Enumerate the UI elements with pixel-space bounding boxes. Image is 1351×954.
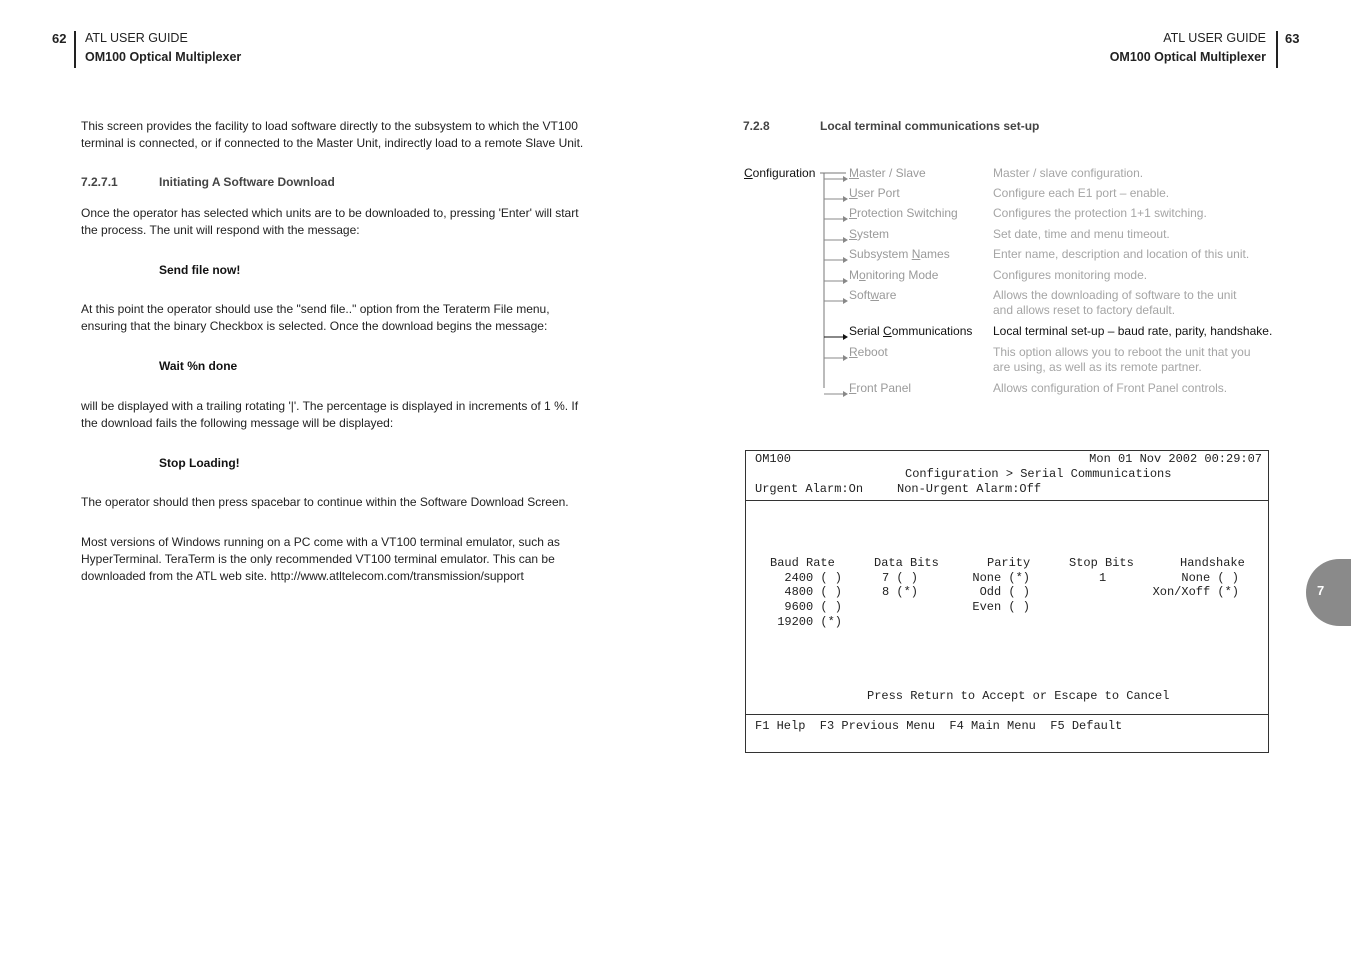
menu-item-description [993,324,1272,339]
handshake-option[interactable]: None ( ) [1181,571,1239,585]
menu-item-label: ystem [857,227,890,241]
right-page-number: 63 [1285,31,1300,46]
right-product-title: OM100 Optical Multiplexer [1109,50,1266,64]
baud-option[interactable]: 9600 ( ) [784,600,842,614]
menu-tree-item[interactable] [849,288,896,302]
handshake-header: Handshake [1180,556,1245,570]
section-number: 7.2.7.1 [81,175,118,189]
terminal-divider-top [746,500,1268,501]
description-line: Allows the downloading of software to the unit [993,288,1237,302]
menu-item-accelerator: P [849,206,858,220]
description-line: Enter name, description and location of this unit. [993,247,1250,261]
paragraph-line: HyperTerminal. TeraTerm is the only recommended VT100 terminal emulator. This can be [81,552,555,566]
menu-item-description [993,381,1227,396]
menu-item-label: Serial [849,324,884,338]
menu-item-accelerator: U [849,186,858,200]
menu-item-description [993,206,1207,221]
arrow-right-icon [843,391,848,397]
menu-tree-item[interactable] [849,324,972,338]
parity-option[interactable]: Odd ( ) [979,585,1030,599]
intro-line: This screen provides the facility to load software directly to the subsystem to which the VT100 [81,119,578,133]
data-bits-header: Data Bits [874,556,939,570]
terminal-divider-bottom [746,714,1268,715]
menu-tree-item[interactable] [849,381,911,395]
arrow-right-icon [843,334,848,340]
parity-option[interactable]: Even ( ) [972,600,1030,614]
paragraph-line: the download fails the following message will be displayed: [81,416,394,430]
baud-option[interactable]: 19200 (*) [777,615,842,629]
paragraph-line: the process. The unit will respond with the message: [81,223,360,237]
description-line: Configure each E1 port – enable. [993,186,1170,200]
arrow-right-icon [843,298,848,304]
menu-tree-item[interactable] [849,345,888,359]
right-header-rule [1276,31,1278,68]
menu-item-accelerator: C [883,324,892,338]
description-line: are using, as well as its remote partner. [993,360,1202,374]
terminal-screen [745,450,1269,753]
menu-item-description [993,268,1147,283]
menu-item-accelerator: w [870,288,880,302]
menu-root-label: onfiguration [752,166,816,180]
right-section-number: 7.2.8 [743,119,770,133]
handshake-option[interactable]: Xon/Xoff (*) [1152,585,1239,599]
left-guide-title: ATL USER GUIDE [85,31,188,45]
paragraph-4 [81,494,611,511]
description-line: and allows reset to factory default. [993,303,1176,317]
paragraph-3 [81,398,611,432]
data-bits-option[interactable]: 8 (*) [882,585,919,599]
menu-item-accelerator: F [849,381,857,395]
data-bits-option[interactable]: 7 ( ) [882,571,919,585]
menu-item-label: ser Port [857,186,900,200]
terminal-breadcrumb: Configuration > Serial Communications [905,467,1172,481]
intro-line: terminal is connected, or if connected to the Master Unit, indirectly load to a remote Slave Unit. [81,136,584,150]
menu-tree-item[interactable] [849,206,958,220]
menu-item-label: aster / Slave [859,166,926,180]
left-product-title: OM100 Optical Multiplexer [85,50,242,64]
menu-tree-item[interactable] [849,268,938,282]
description-line: Local terminal set-up – baud rate, parity, handshake. [993,324,1273,338]
left-page-number: 62 [52,31,67,46]
terminal-function-keys[interactable]: F1 Help F3 Previous Menu F4 Main Menu F5 Default [755,719,1123,733]
paragraph-line: Most versions of Windows running on a PC come with a VT100 terminal emulator, such as [81,535,560,549]
section-title: Initiating A Software Download [159,175,335,189]
stop-bits-option[interactable]: 1 [1099,571,1107,585]
paragraph-line: will be displayed with a trailing rotating '|'. The percentage is displayed in increments of 1 %. If [81,399,579,413]
parity-header: Parity [987,556,1031,570]
paragraph-line: ensuring that the binary Checkbox is selected. Once the download begins the message: [81,319,548,333]
paragraph-line: The operator should then press spacebar to continue within the Software Download Screen. [81,495,569,509]
menu-item-description [993,186,1169,201]
left-header-rule [74,31,76,68]
terminal-device: OM100 [755,452,792,466]
menu-tree-connectors [740,160,850,400]
arrow-right-icon [843,257,848,263]
menu-item-accelerator: N [911,247,921,261]
paragraph-line: At this point the operator should use the "send file.." option from the Teraterm File menu, [81,302,550,316]
menu-item-description [993,345,1251,375]
menu-item-accelerator: M [849,166,859,180]
description-line: Master / slave configuration. [993,166,1144,180]
baud-option[interactable]: 2400 ( ) [784,571,842,585]
arrow-right-icon [843,216,848,222]
menu-tree-item[interactable] [849,227,889,241]
arrow-right-icon [843,176,848,182]
menu-item-accelerator: R [849,345,858,359]
arrow-right-icon [843,196,848,202]
message-wait: Wait %n done [159,359,238,373]
message-stop-loading: Stop Loading! [159,456,240,470]
paragraph-2 [81,301,611,335]
arrow-right-icon [843,355,848,361]
description-line: Configures monitoring mode. [993,268,1148,282]
right-guide-title: ATL USER GUIDE [1163,31,1266,45]
menu-item-description [993,288,1236,318]
right-section-title: Local terminal communications set-up [820,119,1040,133]
menu-item-description [993,247,1249,262]
menu-item-label: ames [920,247,950,261]
paragraph-1 [81,205,611,239]
intro-paragraph [81,118,611,152]
paragraph-line: Once the operator has selected which units are to be downloaded to, pressing 'Enter' will start [81,206,579,220]
description-line: This option allows you to reboot the unit that you [993,345,1251,359]
menu-item-description [993,166,1143,181]
menu-tree-root [744,166,815,180]
baud-option[interactable]: 4800 ( ) [784,585,842,599]
paragraph-5 [81,534,611,585]
menu-item-label: ommunications [891,324,973,338]
paragraph-line: downloaded from the ATL web site. http://www.atltelecom.com/transmission/support [81,569,524,583]
menu-tree-item[interactable] [849,247,950,261]
chapter-tab-label: 7 [1317,583,1325,598]
menu-root-accelerator: C [744,166,753,180]
menu-item-label: eboot [857,345,888,359]
arrow-right-icon [843,278,848,284]
menu-item-label: Soft [849,288,871,302]
arrow-right-icon [843,237,848,243]
terminal-nonurgent-alarm: Non-Urgent Alarm:Off [897,482,1042,496]
menu-item-label: M [849,268,859,282]
menu-item-label: are [879,288,897,302]
terminal-datetime: Mon 01 Nov 2002 00:29:07 [1089,452,1262,466]
menu-item-label: Subsystem [849,247,912,261]
description-line: Configures the protection 1+1 switching. [993,206,1207,220]
menu-item-label: rotection Switching [857,206,958,220]
menu-tree-item[interactable] [849,166,926,180]
menu-item-description [993,227,1170,242]
menu-item-label: nitoring Mode [865,268,939,282]
terminal-urgent-alarm: Urgent Alarm:On [755,482,864,496]
stop-bits-header: Stop Bits [1069,556,1134,570]
chapter-tab [1306,559,1351,626]
menu-tree-item[interactable] [849,186,900,200]
baud-rate-header: Baud Rate [770,556,835,570]
menu-item-accelerator: S [849,227,858,241]
menu-item-label: ront Panel [856,381,912,395]
message-send-file: Send file now! [159,263,241,277]
terminal-prompt: Press Return to Accept or Escape to Cancel [867,689,1170,703]
description-line: Allows configuration of Front Panel controls. [993,381,1228,395]
menu-item-accelerator: o [859,268,866,282]
parity-option[interactable]: None (*) [972,571,1030,585]
description-line: Set date, time and menu timeout. [993,227,1170,241]
